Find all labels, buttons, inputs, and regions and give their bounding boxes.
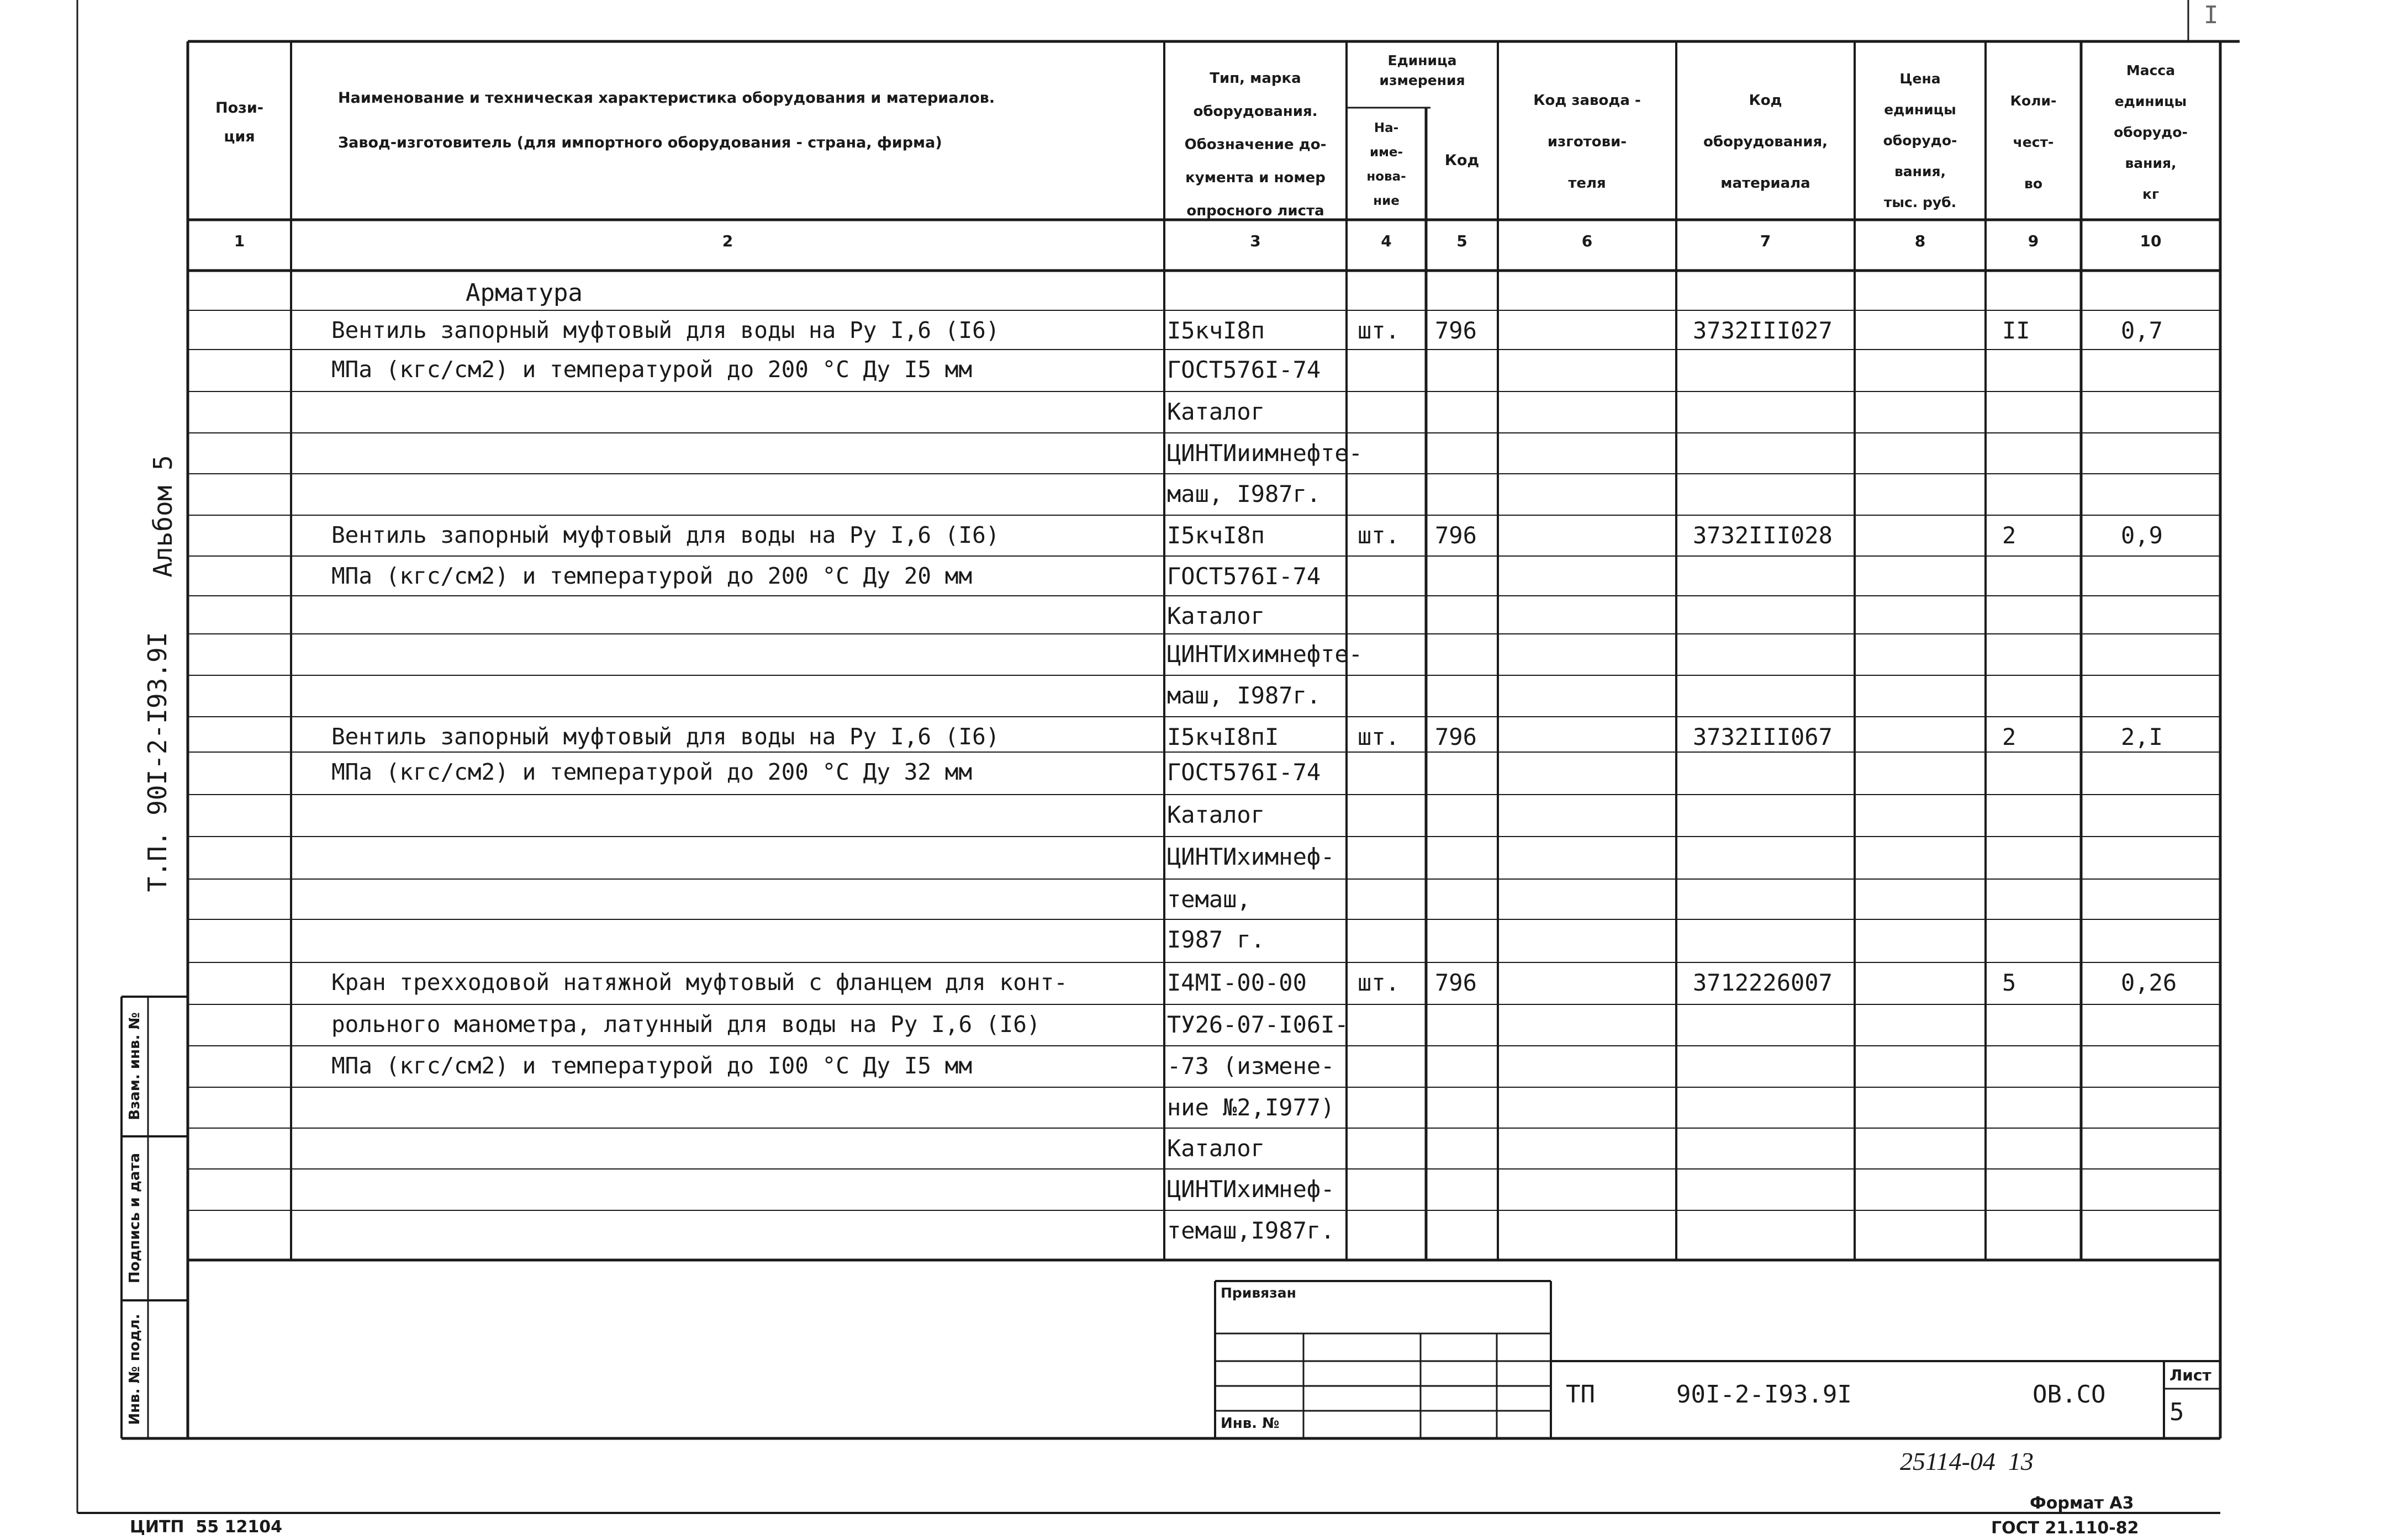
item-mass: 0,9 xyxy=(2121,522,2163,549)
header-unit-code: Код xyxy=(1444,152,1480,169)
item-mass: 0,7 xyxy=(2121,317,2163,344)
item-name-line: Кран трехходовой натяжной муфтовый с фланцем для конт- xyxy=(331,969,1068,996)
item-type-line: Каталог xyxy=(1167,1135,1265,1162)
column-number: 5 xyxy=(1456,232,1467,250)
item-unit: шт. xyxy=(1358,522,1400,549)
item-unit-code: 796 xyxy=(1435,969,1477,996)
column-number: 8 xyxy=(1914,232,1926,250)
title-sheet-number: 5 xyxy=(2169,1398,2184,1426)
item-name-line: МПа (кгс/см2) и температурой до 200 °С Ду I5 мм xyxy=(331,356,973,383)
item-type-line: ние №2,I977) xyxy=(1167,1094,1335,1121)
item-unit: шт. xyxy=(1358,969,1400,996)
item-type-line: I5кчI8пI xyxy=(1167,723,1279,750)
column-number: 10 xyxy=(2140,232,2162,250)
item-name-line: Вентиль запорный муфтовый для воды на Ру I,6 (I6) xyxy=(331,723,1000,750)
stamp-privyazan: Привязан xyxy=(1221,1285,1296,1301)
header-quantity: Коли- чест- во xyxy=(2010,93,2057,192)
item-type-line: ЦИНТИхимнефте- xyxy=(1167,641,1363,668)
item-type-line: ЦИНТИиимнефте- xyxy=(1167,440,1363,467)
item-type-line: маш, I987г. xyxy=(1167,682,1321,709)
item-type-line: I4MI-00-00 xyxy=(1167,969,1307,996)
item-equipment-code: 3712226007 xyxy=(1693,969,1833,996)
column-number: 4 xyxy=(1381,232,1392,250)
item-type-line: I5кчI8п xyxy=(1167,522,1265,549)
column-number: 9 xyxy=(2028,232,2039,250)
format-label: Формат А3 xyxy=(2030,1494,2134,1513)
column-number: 2 xyxy=(722,232,733,250)
item-type-line: Каталог xyxy=(1167,801,1265,828)
item-type-line: темаш, xyxy=(1167,886,1251,913)
item-name-line: Вентиль запорный муфтовый для воды на Ру I,6 (I6) xyxy=(331,522,1000,548)
gost-label: ГОСТ 21.110-82 xyxy=(1991,1518,2139,1538)
item-unit: шт. xyxy=(1358,723,1400,750)
item-type-line: маш, I987г. xyxy=(1167,480,1321,507)
item-unit-code: 796 xyxy=(1435,522,1477,549)
item-type-line: Каталог xyxy=(1167,602,1265,629)
item-type-line: ГОСТ576I-74 xyxy=(1167,563,1321,590)
item-name-line: МПа (кгс/см2) и температурой до I00 °С Ду I5 мм xyxy=(331,1052,973,1079)
handwritten-number: 25114-04 13 xyxy=(1900,1447,2034,1475)
header-type: Тип, марка оборудования. Обозначение до- кумента и номер опросного листа xyxy=(1184,70,1327,219)
item-type-line: Каталог xyxy=(1167,398,1265,425)
item-type-line: -73 (измене- xyxy=(1167,1052,1335,1079)
header-mass: Масса единицы оборудо- вания, кг xyxy=(2114,62,2188,202)
column-number: 7 xyxy=(1760,232,1771,250)
item-unit-code: 796 xyxy=(1435,317,1477,344)
item-type-line: ЦИНТИхимнеф- xyxy=(1167,843,1335,870)
header-name-line2: Завод-изготовитель (для импортного оборудования - страна, фирма) xyxy=(338,134,942,151)
item-type-line: I987 г. xyxy=(1167,926,1265,953)
stamp-vzam-inv: Взам. инв. № xyxy=(126,1012,143,1120)
item-unit-code: 796 xyxy=(1435,723,1477,750)
item-type-line: I5кчI8п xyxy=(1167,317,1265,344)
item-equipment-code: 3732III067 xyxy=(1693,723,1833,750)
column-number: 3 xyxy=(1250,232,1261,250)
item-name-line: рольного манометра, латунный для воды на Ру I,6 (I6) xyxy=(331,1011,1041,1038)
item-name-line: МПа (кгс/см2) и температурой до 200 °С Ду 20 мм xyxy=(331,563,973,589)
tsitp-label: ЦИТП 55 12104 xyxy=(130,1517,282,1537)
stamp-inv-number: Инв. № xyxy=(1221,1415,1280,1432)
item-quantity: 5 xyxy=(2002,969,2016,996)
stamp-inv-original: Инв. № подл. xyxy=(126,1314,143,1425)
item-equipment-code: 3732III027 xyxy=(1693,317,1833,344)
item-name-line: Вентиль запорный муфтовый для воды на Ру I,6 (I6) xyxy=(331,317,1000,343)
header-unit-name: На- име- нова- ние xyxy=(1366,121,1406,208)
section-title: Арматура xyxy=(466,279,583,307)
stamp-signature-date: Подпись и дата xyxy=(126,1152,143,1284)
column-number: 6 xyxy=(1581,232,1593,250)
item-unit: шт. xyxy=(1358,317,1400,344)
item-name-line: МПа (кгс/см2) и температурой до 200 °С Ду 32 мм xyxy=(331,759,973,785)
item-equipment-code: 3732III028 xyxy=(1693,522,1833,549)
header-name-line1: Наименование и техническая характеристика оборудования и материалов. xyxy=(338,89,995,107)
item-type-line: темаш,I987г. xyxy=(1167,1217,1335,1244)
title-sheet-label: Лист xyxy=(2169,1366,2211,1384)
corner-mark: I xyxy=(2204,1,2219,29)
item-mass: 2,I xyxy=(2121,723,2163,750)
title-document-number: 90I-2-I93.9I xyxy=(1676,1380,1852,1409)
side-tp-label: Т.П. 90I-2-I93.9I xyxy=(142,632,172,892)
header-position: Пози- ция xyxy=(215,99,263,145)
title-mark: ОВ.СО xyxy=(2033,1380,2106,1409)
item-type-line: ГОСТ576I-74 xyxy=(1167,759,1321,786)
column-number: 1 xyxy=(234,232,245,250)
header-equipment-code: Код оборудования, материала xyxy=(1703,92,1828,192)
header-factory-code: Код завода - изготови- теля xyxy=(1533,92,1641,192)
item-mass: 0,26 xyxy=(2121,969,2177,996)
item-quantity: II xyxy=(2002,317,2030,344)
title-tp: ТП xyxy=(1566,1380,1595,1409)
item-type-line: ЦИНТИхимнеф- xyxy=(1167,1176,1335,1203)
item-quantity: 2 xyxy=(2002,522,2016,549)
item-quantity: 2 xyxy=(2002,723,2016,750)
side-album-label: Альбом 5 xyxy=(148,455,178,578)
header-price: Цена единицы оборудо- вания, тыс. руб. xyxy=(1883,71,1957,210)
item-type-line: ГОСТ576I-74 xyxy=(1167,356,1321,383)
header-unit: Единица измерения xyxy=(1379,52,1465,88)
item-type-line: ТУ26-07-I06I- xyxy=(1167,1011,1349,1038)
